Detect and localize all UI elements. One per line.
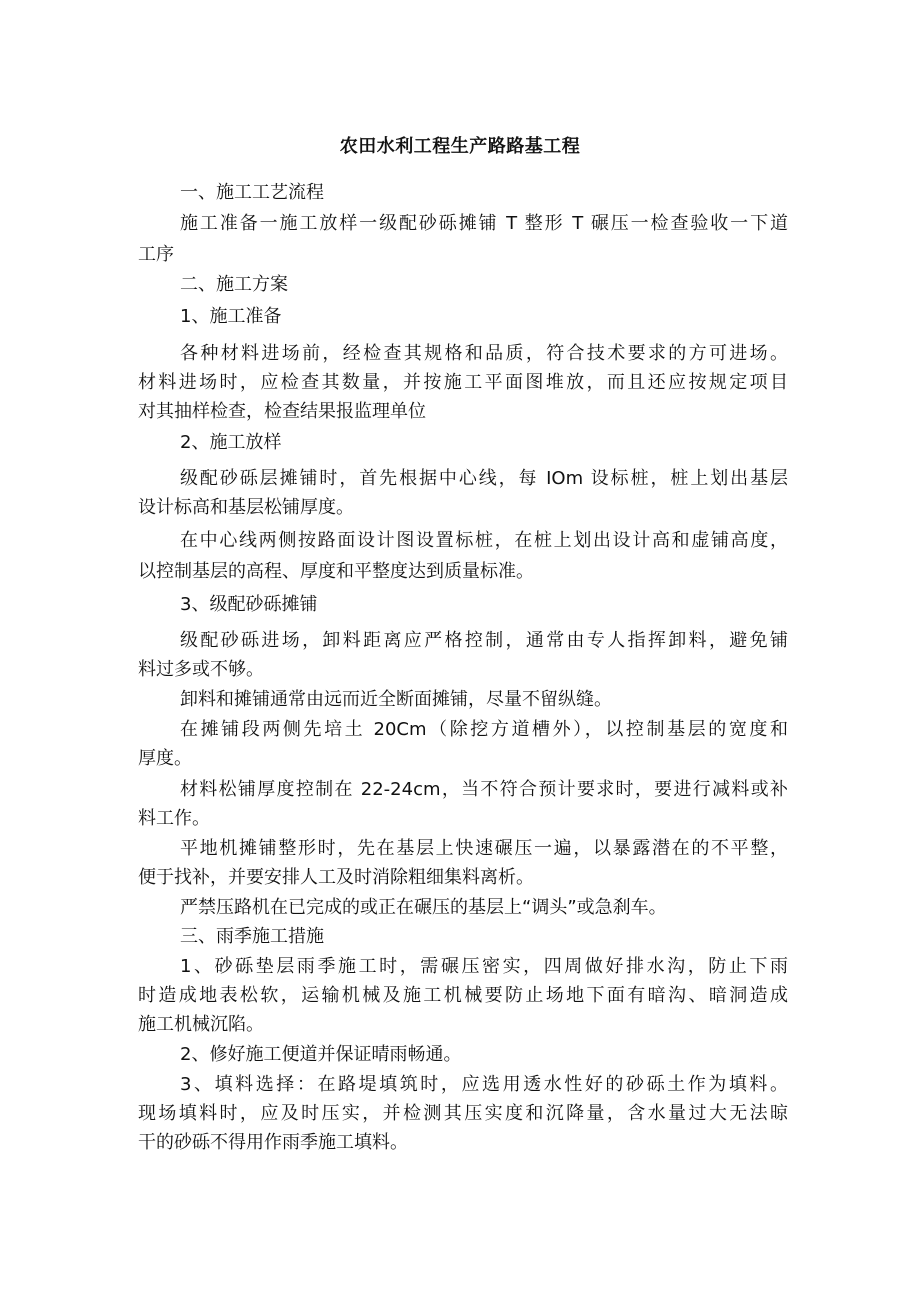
document-title: 农田水利工程生产路路基工程 bbox=[339, 136, 581, 157]
paragraph-line: 材料进场时，应检查其数量，并按施工平面图堆放，而且还应按规定项目 bbox=[138, 372, 788, 393]
paragraph-line: 干的砂砾不得用作雨季施工填料。 bbox=[138, 1132, 408, 1153]
paragraph-line: 卸料和摊铺通常由远而近全断面摊铺，尽量不留纵缝。 bbox=[180, 689, 612, 710]
paragraph-line: 2、修好施工便道并保证晴雨畅通。 bbox=[180, 1044, 462, 1065]
paragraph-line: 级配砂砾进场，卸料距离应严格控制，通常由专人指挥卸料，避免铺 bbox=[180, 630, 788, 651]
paragraph-line: 严禁压路机在已完成的或正在碾压的基层上“调头”或急刹车。 bbox=[180, 897, 667, 918]
paragraph-line: 材料松铺厚度控制在 22-24cm，当不符合预计要求时，要进行减料或补 bbox=[180, 779, 788, 800]
section-heading: 三、雨季施工措施 bbox=[180, 926, 324, 947]
paragraph-line: 施工机械沉陷。 bbox=[138, 1014, 264, 1035]
paragraph-line: 各种材料进场前，经检查其规格和品质，符合技术要求的方可进场。 bbox=[180, 343, 788, 364]
paragraph-line: 在中心线两侧按路面设计图设置标桩，在桩上划出设计高和虚铺高度， bbox=[180, 530, 788, 551]
paragraph-line: 平地机摊铺整形时，先在基层上快速碾压一遍，以暴露潜在的不平整， bbox=[180, 838, 788, 859]
paragraph-line: 1、砂砾垫层雨季施工时，需碾压密实，四周做好排水沟，防止下雨 bbox=[180, 956, 788, 977]
paragraph-line: 料工作。 bbox=[138, 808, 210, 829]
paragraph-line: 级配砂砾层摊铺时，首先根据中心线，每 IOm 设标桩，桩上划出基层 bbox=[180, 468, 788, 489]
paragraph-line: 对其抽样检查，检查结果报监理单位 bbox=[138, 401, 426, 422]
paragraph-line: 以控制基层的高程、厚度和平整度达到质量标准。 bbox=[138, 561, 534, 582]
paragraph-line: 料过多或不够。 bbox=[138, 659, 264, 680]
paragraph-line: 时造成地表松软，运输机械及施工机械要防止场地下面有暗沟、暗洞造成 bbox=[138, 985, 788, 1006]
paragraph-line: 便于找补，并要安排人工及时消除粗细集料离析。 bbox=[138, 867, 534, 888]
paragraph-line: 厚度。 bbox=[138, 748, 192, 769]
paragraph-line: 在摊铺段两侧先培土 20Cm（除挖方道槽外），以控制基层的宽度和 bbox=[180, 719, 788, 740]
section-heading: 二、施工方案 bbox=[180, 274, 288, 295]
paragraph-line: 3、填料选择：在路堤填筑时，应选用透水性好的砂砾土作为填料。 bbox=[180, 1074, 788, 1095]
paragraph-line: 工序 bbox=[138, 244, 174, 265]
paragraph-line: 施工准备一施工放样一级配砂砾摊铺 T 整形 T 碾压一检查验收一下道 bbox=[180, 213, 788, 234]
paragraph-line: 现场填料时，应及时压实，并检测其压实度和沉降量，含水量过大无法晾 bbox=[138, 1103, 788, 1124]
section-heading: 一、施工工艺流程 bbox=[180, 182, 324, 203]
subsection-heading: 2、施工放样 bbox=[180, 432, 282, 453]
subsection-heading: 3、级配砂砾摊铺 bbox=[180, 594, 318, 615]
paragraph-line: 设计标高和基层松铺厚度。 bbox=[138, 497, 354, 518]
subsection-heading: 1、施工准备 bbox=[180, 306, 282, 327]
